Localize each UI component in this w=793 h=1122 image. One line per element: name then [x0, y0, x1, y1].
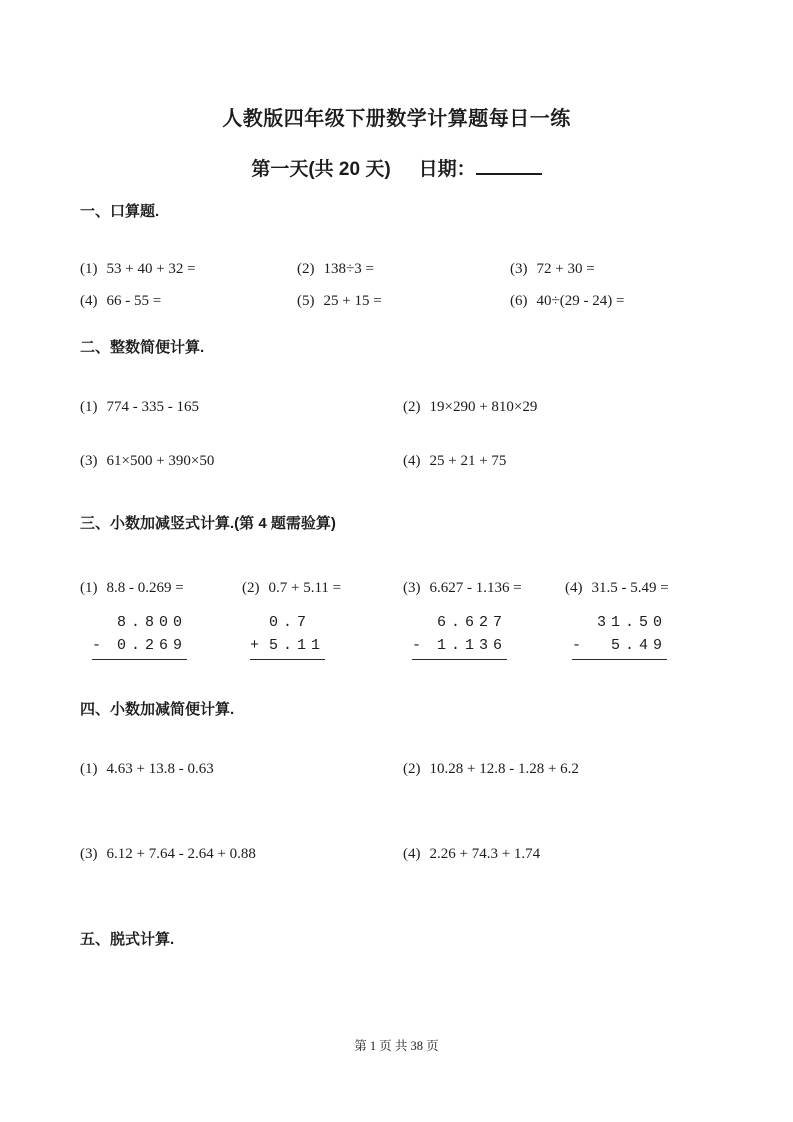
vertical-bottom-row [572, 634, 667, 657]
problem [403, 577, 565, 599]
problem [80, 758, 403, 780]
vertical-calculations [80, 611, 713, 660]
problem [297, 290, 510, 322]
problem-expression: 8.8 - 0.269 = [106, 580, 184, 596]
vertical-calc-3 [412, 611, 507, 660]
problem-number: (1) [80, 580, 98, 596]
problem [565, 577, 669, 599]
problem [297, 258, 510, 290]
vertical-top-number: 6.627 [436, 614, 507, 631]
problem-number: (1) [80, 399, 98, 415]
problem-number: (2) [242, 580, 260, 596]
problem-expression: 2.26 + 74.3 + 1.74 [429, 846, 541, 862]
page-title: 人教版四年级下册数学计算题每日一练 [222, 108, 571, 130]
vertical-top-row [412, 611, 507, 634]
problem-expression: 40÷(29 - 24) = [536, 293, 625, 309]
problem-number: (4) [80, 293, 98, 309]
vertical-top-number: 8.800 [116, 614, 187, 631]
problem-expression: 138÷3 = [323, 261, 374, 277]
vertical-operator: - [92, 637, 107, 654]
vertical-calc-4 [572, 611, 667, 660]
problem-expression: 774 - 335 - 165 [106, 399, 199, 415]
vertical-operator: + [250, 637, 265, 654]
problem-expression: 31.5 - 5.49 = [591, 580, 669, 596]
problem-expression: 25 + 15 = [323, 293, 382, 309]
vertical-bottom-row [412, 634, 507, 657]
problem-number: (3) [80, 846, 98, 862]
vertical-calc-1 [92, 611, 187, 660]
vertical-top-number: 0.7 [268, 614, 325, 631]
problem-expression: 66 - 55 = [106, 293, 162, 309]
date-label: 日期： [418, 159, 476, 180]
vertical-top-row [250, 611, 325, 634]
problem-number: (3) [403, 580, 421, 596]
problem [80, 450, 403, 472]
problem-expression: 6.12 + 7.64 - 2.64 + 0.88 [106, 846, 256, 862]
problem-number: (3) [510, 261, 528, 277]
problem [403, 396, 537, 418]
vertical-top-row [92, 611, 187, 634]
problem [510, 290, 624, 322]
vertical-calc-2 [250, 611, 325, 660]
vertical-bottom-row [250, 634, 325, 657]
problem-number: (2) [297, 261, 315, 277]
section-heading-stepwise: 五、脱式计算. [80, 931, 175, 948]
problem-expression: 19×290 + 810×29 [429, 399, 538, 415]
problem-number: (4) [565, 580, 583, 596]
oral-problems [80, 258, 713, 322]
problem [242, 577, 403, 599]
problem-expression: 6.627 - 1.136 = [429, 580, 522, 596]
problem-number: (6) [510, 293, 528, 309]
vertical-operator: - [572, 637, 587, 654]
problem-expression: 72 + 30 = [536, 261, 595, 277]
date-blank [476, 157, 542, 175]
section-heading-decimal-shortcut: 四、小数加减简便计算. [80, 701, 235, 718]
problem-number: (5) [297, 293, 315, 309]
vertical-bottom-number: 5.11 [268, 637, 325, 654]
vertical-bottom-row [92, 634, 187, 657]
problem [80, 258, 297, 290]
problem-expression: 10.28 + 12.8 - 1.28 + 6.2 [429, 761, 579, 777]
problem [403, 843, 540, 865]
problem [80, 843, 403, 865]
problem [80, 396, 403, 418]
problem [510, 258, 595, 290]
decimal-shortcut-row-2 [80, 843, 713, 865]
oral-row-2 [80, 290, 713, 322]
problem-number: (3) [80, 453, 98, 469]
problem [80, 577, 242, 599]
problem-number: (1) [80, 761, 98, 777]
vertical-top-row [572, 611, 667, 634]
vertical-operator: - [412, 637, 427, 654]
vertical-top-number: 31.50 [596, 614, 667, 631]
vertical-bottom-number: 0.269 [116, 637, 187, 654]
problem-expression: 0.7 + 5.11 = [268, 580, 342, 596]
problem-expression: 4.63 + 13.8 - 0.63 [106, 761, 214, 777]
decimal-shortcut-row-1 [80, 758, 713, 780]
problem-number: (4) [403, 453, 421, 469]
page-subtitle [80, 156, 713, 184]
page-number-footer: 第 1 页 共 38 页 [354, 1039, 439, 1053]
problem-expression: 61×500 + 390×50 [106, 453, 215, 469]
problem-expression: 25 + 21 + 75 [429, 453, 507, 469]
problem-number: (4) [403, 846, 421, 862]
problem-expression: 53 + 40 + 32 = [106, 261, 196, 277]
problem-number: (2) [403, 761, 421, 777]
day-counter: 第一天(共 20 天) [251, 159, 391, 180]
section-heading-oral: 一、口算题. [80, 203, 160, 220]
problem-number: (2) [403, 399, 421, 415]
section-heading-decimal-vertical: 三、小数加减竖式计算.(第 4 题需验算) [80, 515, 336, 532]
integer-row-1 [80, 396, 713, 418]
oral-row-1 [80, 258, 713, 290]
section-heading-integer-shortcut: 二、整数简便计算. [80, 339, 205, 356]
vertical-bottom-number: 1.136 [436, 637, 507, 654]
problem-number: (1) [80, 261, 98, 277]
vertical-bottom-number: 5.49 [610, 637, 667, 654]
problem [403, 450, 506, 472]
problem [403, 758, 579, 780]
integer-row-2 [80, 450, 713, 472]
problem [80, 290, 297, 322]
decimal-vertical-problems [80, 577, 713, 599]
